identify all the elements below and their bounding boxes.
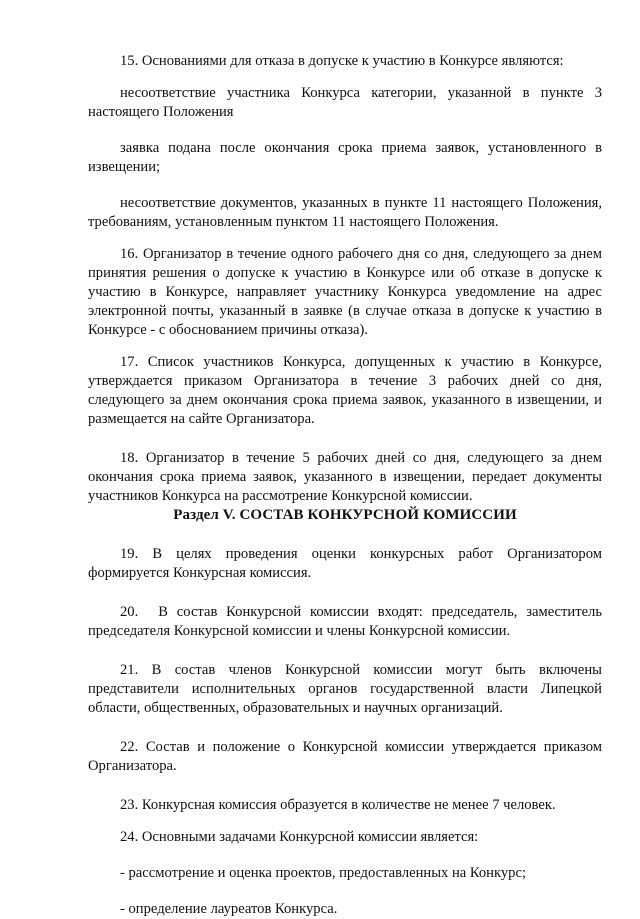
paragraph-19: 19. В целях проведения оценки конкурсных работ Организатором формируется Конкурсная комиссия. (88, 546, 602, 581)
document-page (88, 52, 602, 919)
paragraph-20-text: В состав Конкурсной комиссии входят: председатель, заместитель председателя Конкурсной комиссии и члены Конкурсной комиссии. (88, 604, 602, 639)
paragraph-20 (88, 603, 602, 641)
paragraph-15-item-c: несоответствие документов, указанных в пункте 11 настоящего Положения, требованиям, установленным пунктом 11 настоящего Положения. (88, 195, 602, 230)
paragraph-18: 18. Организатор в течение 5 рабочих дней со дня, следующего за днем окончания срока приема заявок, указанного в извещении, передает документы участников Конкурса на рассмотрение Конкурсной комиссии. (88, 450, 602, 504)
paragraph-23: 23. Конкурсная комиссия образуется в количестве не менее 7 человек. (120, 797, 556, 813)
paragraph-20-number: 20. (120, 604, 139, 620)
paragraph-24-item-b: - определение лауреатов Конкурса. (120, 901, 338, 917)
paragraph-15: 15. Основаниями для отказа в допуске к участию в Конкурсе являются: (120, 53, 564, 69)
section-heading: Раздел V. СОСТАВ КОНКУРСНОЙ КОМИССИИ (173, 507, 517, 523)
paragraph-15-item-b: заявка подана после окончания срока приема заявок, установленного в извещении; (88, 140, 602, 175)
paragraph-24: 24. Основными задачами Конкурсной комиссии является: (120, 829, 479, 845)
paragraph-15-item-a: несоответствие участника Конкурса категории, указанной в пункте 3 настоящего Положения (88, 85, 602, 120)
paragraph-22: 22. Состав и положение о Конкурсной комиссии утверждается приказом Организатора. (88, 739, 602, 774)
paragraph-24-item-a: - рассмотрение и оценка проектов, предоставленных на Конкурс; (120, 865, 527, 881)
paragraph-21: 21. В состав членов Конкурсной комиссии могут быть включены представители исполнительных органов государственной власти Липецкой области, общественных, образовательных и научных организаций. (88, 662, 602, 716)
paragraph-17: 17. Список участников Конкурса, допущенных к участию в Конкурсе, утверждается приказом Организатора в течение 3 рабочих дней со дня, следующего за днем окончания срока приема заявок, указанного в извещении, и размещается на сайте Организатора. (88, 354, 602, 427)
paragraph-16: 16. Организатор в течение одного рабочего дня со дня, следующего за днем принятия решения о допуске к участию в Конкурсе или об отказе в допуске к участию в Конкурсе, направляет участнику Конкурса уведомление на адрес электронной почты, указанный в заявке (в случае отказа в допуске к участию в Конкурсе - с обоснованием причины отказа). (88, 246, 602, 338)
